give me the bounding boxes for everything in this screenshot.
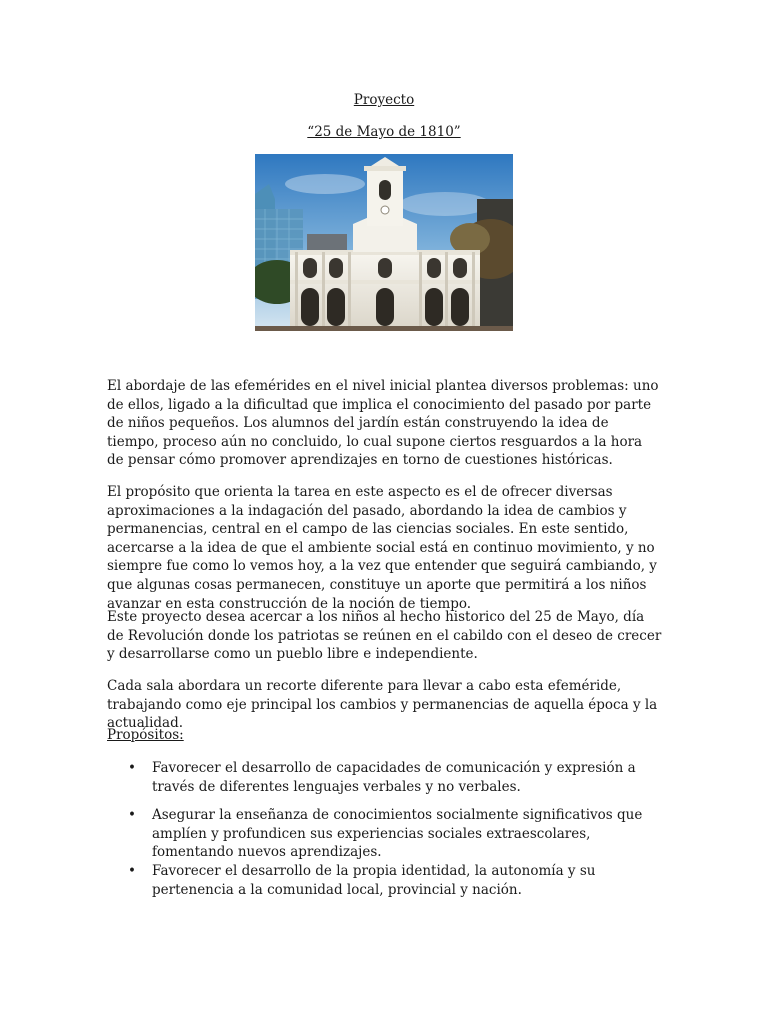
paragraph: El abordaje de las efemérides en el nivel inicial plantea diversos problemas: uno de ellos, ligado a la dificultad que implica el conocimiento del pasado por parte de niños pequeños. Los alumnos del jardín están construyendo la idea de tiempo, proceso aún no concluido, lo cual supone ciertos resguardos a la hora de pensar cómo promover aprendizajes en torno de cuestiones históricas. [107, 378, 659, 469]
list-item [128, 862, 658, 899]
bullet-icon: • [128, 807, 136, 823]
list-item [128, 806, 658, 862]
paragraph: Este proyecto desea acercar a los niños al hecho historico del 25 de Mayo, día de Revolución donde los patriotas se reúnen en el cabildo con el deseo de crecer y desarrollarse como un pueblo libre e independiente. [107, 609, 662, 663]
list-item-text: Favorecer el desarrollo de la propia identidad, la autonomía y su pertenencia a la comunidad local, provincial y nación. [152, 863, 596, 898]
bullet-icon: • [128, 863, 136, 879]
list-item [128, 759, 658, 796]
bullet-icon: • [128, 760, 136, 776]
paragraph: El propósito que orienta la tarea en este aspecto es el de ofrecer diversas aproximaciones a la indagación del pasado, abordando la idea de cambios y permanencias, central en el campo de las ciencias sociales. En este sentido, acercarse a la idea de que el ambiente social está en continuo movimiento, y no siempre fue como lo vemos hoy, a la vez que entender que seguirá cambiando, y que algunas cosas permanecen, constituye un aporte que permitirá a los niños avanzar en esta construcción de la noción de tiempo. [107, 484, 657, 612]
list-item-text: Asegurar la enseñanza de conocimientos socialmente significativos que amplíen y profundicen sus experiencias sociales extraescolares, fomentando nuevos aprendizajes. [152, 807, 643, 861]
document-subtitle: “25 de Mayo de 1810” [307, 124, 461, 140]
paragraph: Cada sala abordara un recorte diferente para llevar a cabo esta efeméride, trabajando como eje principal los cambios y permanencias de aquella época y la actualidad. [107, 678, 658, 732]
purposes-heading: Propósitos: [107, 727, 184, 743]
list-item-text: Favorecer el desarrollo de capacidades de comunicación y expresión a través de diferentes lenguajes verbales y no verbales. [152, 760, 636, 795]
cabildo-photo [255, 154, 513, 331]
document-title: Proyecto [353, 92, 415, 108]
